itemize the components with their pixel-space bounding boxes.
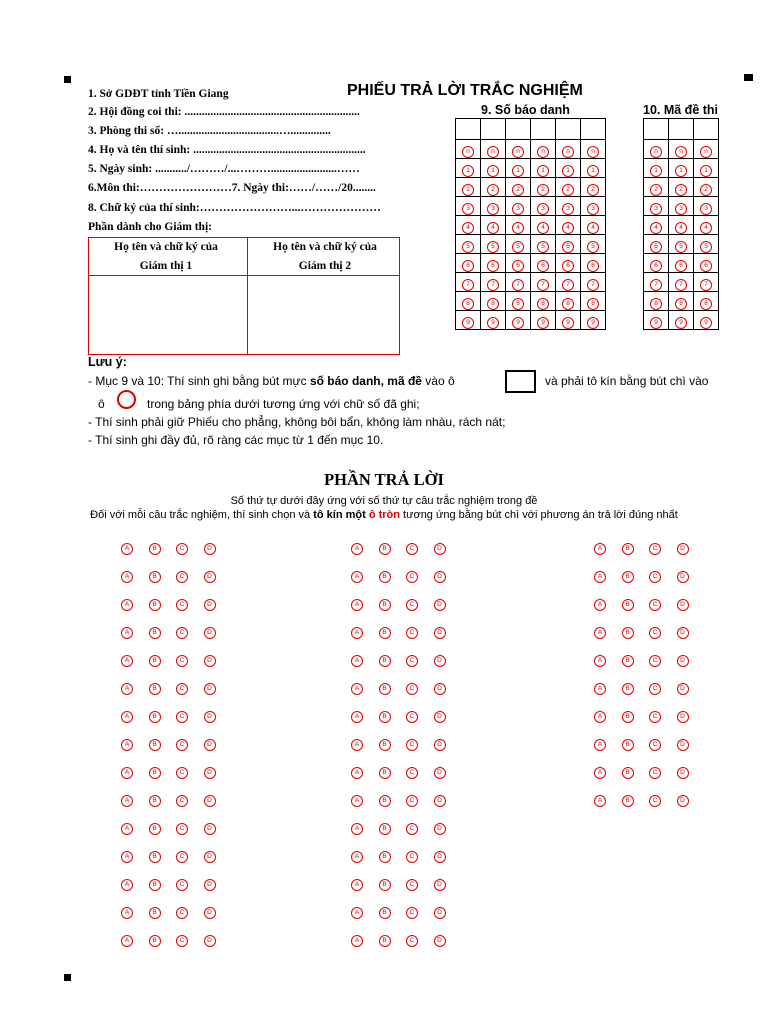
answer-option-c[interactable]: C: [406, 935, 418, 947]
answer-option-a[interactable]: A: [351, 823, 363, 835]
made-digit-bubble[interactable]: 2: [650, 184, 662, 196]
sbd-digit-bubble[interactable]: 2: [487, 184, 499, 196]
answer-option-d[interactable]: D: [677, 571, 689, 583]
made-write-cell[interactable]: [694, 119, 719, 140]
answer-option-d[interactable]: D: [434, 907, 446, 919]
sbd-digit-bubble[interactable]: 6: [587, 260, 599, 272]
answer-option-a[interactable]: A: [351, 739, 363, 751]
answer-option-a[interactable]: A: [351, 655, 363, 667]
sbd-head-bubble[interactable]: n: [587, 146, 599, 158]
answer-option-b[interactable]: B: [379, 571, 391, 583]
sbd-head-bubble[interactable]: n: [487, 146, 499, 158]
answer-option-c[interactable]: C: [649, 571, 661, 583]
sbd-digit-bubble[interactable]: 5: [537, 241, 549, 253]
sbd-digit-bubble[interactable]: 8: [512, 298, 524, 310]
answer-option-d[interactable]: D: [204, 683, 216, 695]
sbd-digit-bubble[interactable]: 1: [587, 165, 599, 177]
made-grid-title: 10. Mã đề thi: [643, 103, 719, 117]
answer-option-c[interactable]: C: [176, 879, 188, 891]
answer-option-c[interactable]: C: [176, 571, 188, 583]
sbd-digit-bubble[interactable]: 7: [512, 279, 524, 291]
answer-option-c[interactable]: C: [406, 907, 418, 919]
made-head-bubble[interactable]: n: [700, 146, 712, 158]
answer-option-c[interactable]: C: [406, 599, 418, 611]
answer-option-d[interactable]: D: [204, 935, 216, 947]
sbd-digit-bubble[interactable]: 5: [462, 241, 474, 253]
made-digit-bubble[interactable]: 1: [650, 165, 662, 177]
sbd-digit-bubble[interactable]: 7: [537, 279, 549, 291]
answer-option-c[interactable]: C: [176, 599, 188, 611]
made-digit-bubble[interactable]: 2: [700, 184, 712, 196]
field-candidate-name: 4. Họ và tên thí sinh: ............................................................: [88, 144, 366, 156]
answer-option-b[interactable]: B: [379, 823, 391, 835]
made-digit-bubble[interactable]: 5: [650, 241, 662, 253]
answer-option-d[interactable]: D: [434, 795, 446, 807]
answer-option-b[interactable]: B: [149, 739, 161, 751]
sbd-bubble-grid: [455, 118, 606, 330]
made-digit-bubble[interactable]: 8: [650, 298, 662, 310]
answer-option-a[interactable]: A: [594, 599, 606, 611]
sbd-digit-bubble[interactable]: 8: [562, 298, 574, 310]
answer-option-d[interactable]: D: [434, 571, 446, 583]
sbd-digit-bubble[interactable]: 8: [587, 298, 599, 310]
sbd-digit-bubble[interactable]: 5: [587, 241, 599, 253]
sbd-digit-bubble[interactable]: 2: [537, 184, 549, 196]
answer-option-a[interactable]: A: [121, 795, 133, 807]
answer-option-b[interactable]: B: [149, 627, 161, 639]
answer-option-d[interactable]: D: [434, 711, 446, 723]
answer-option-a[interactable]: A: [351, 935, 363, 947]
answer-option-b[interactable]: B: [622, 683, 634, 695]
made-head-bubble[interactable]: n: [650, 146, 662, 158]
sbd-digit-bubble[interactable]: 3: [462, 203, 474, 215]
sbd-digit-bubble[interactable]: 8: [487, 298, 499, 310]
field-birth-date: 5. Ngày sinh: .........../………/...……….......................……: [88, 163, 360, 175]
answer-option-b[interactable]: B: [622, 543, 634, 555]
answer-option-a[interactable]: A: [351, 851, 363, 863]
sbd-digit-bubble[interactable]: 7: [562, 279, 574, 291]
note-line-2-prefix: ô: [98, 397, 105, 411]
answer-option-b[interactable]: B: [149, 683, 161, 695]
note-line-1: - Mục 9 và 10: Thí sinh ghi bằng bút mực số báo danh, mã đề vào ô: [88, 374, 455, 388]
answer-option-b[interactable]: B: [379, 879, 391, 891]
made-digit-bubble[interactable]: 5: [675, 241, 687, 253]
registration-mark-bottom-left: [64, 974, 71, 981]
sbd-digit-bubble[interactable]: 2: [512, 184, 524, 196]
made-digit-bubble[interactable]: 4: [700, 222, 712, 234]
answer-option-b[interactable]: B: [622, 599, 634, 611]
answer-option-c[interactable]: C: [406, 795, 418, 807]
answer-option-b[interactable]: B: [149, 655, 161, 667]
answer-option-a[interactable]: A: [121, 627, 133, 639]
answer-option-c[interactable]: C: [649, 739, 661, 751]
answer-option-b[interactable]: B: [622, 711, 634, 723]
answer-option-b[interactable]: B: [149, 571, 161, 583]
made-head-bubble[interactable]: n: [675, 146, 687, 158]
answer-option-b[interactable]: B: [149, 907, 161, 919]
sbd-digit-bubble[interactable]: 7: [587, 279, 599, 291]
answer-option-c[interactable]: C: [176, 711, 188, 723]
answer-option-c[interactable]: C: [649, 655, 661, 667]
answer-option-a[interactable]: A: [351, 907, 363, 919]
sbd-digit-bubble[interactable]: 5: [487, 241, 499, 253]
answer-option-c[interactable]: C: [406, 627, 418, 639]
sbd-digit-bubble[interactable]: 2: [587, 184, 599, 196]
answer-option-a[interactable]: A: [121, 907, 133, 919]
made-digit-bubble[interactable]: 3: [700, 203, 712, 215]
answer-option-a[interactable]: A: [121, 599, 133, 611]
sbd-digit-bubble[interactable]: 3: [487, 203, 499, 215]
answer-option-a[interactable]: A: [121, 683, 133, 695]
answer-section-sub-1: Số thứ tự dưới đây ứng với số thứ tự câu trắc nghiệm trong đề: [230, 495, 538, 507]
answer-option-b[interactable]: B: [379, 711, 391, 723]
answer-option-d[interactable]: D: [677, 739, 689, 751]
sbd-digit-bubble[interactable]: 4: [462, 222, 474, 234]
made-digit-bubble[interactable]: 1: [675, 165, 687, 177]
sbd-digit-bubble[interactable]: 8: [537, 298, 549, 310]
sbd-digit-bubble[interactable]: 6: [537, 260, 549, 272]
answer-option-d[interactable]: D: [434, 655, 446, 667]
made-bubble-grid: [643, 118, 719, 330]
registration-mark-top-right: [744, 74, 753, 81]
answer-option-d[interactable]: D: [434, 879, 446, 891]
sbd-digit-bubble[interactable]: 1: [562, 165, 574, 177]
sbd-digit-bubble[interactable]: 8: [462, 298, 474, 310]
sbd-digit-bubble[interactable]: 6: [462, 260, 474, 272]
made-write-cell[interactable]: [669, 119, 694, 140]
made-digit-bubble[interactable]: 2: [675, 184, 687, 196]
answer-option-a[interactable]: A: [594, 543, 606, 555]
answer-option-b[interactable]: B: [149, 711, 161, 723]
answer-option-c[interactable]: C: [176, 543, 188, 555]
answer-option-c[interactable]: C: [406, 683, 418, 695]
sbd-digit-bubble[interactable]: 3: [562, 203, 574, 215]
answer-option-b[interactable]: B: [379, 599, 391, 611]
notes-heading: Lưu ý:: [88, 355, 127, 369]
answer-option-a[interactable]: A: [594, 571, 606, 583]
bubble-circle-icon: [117, 390, 136, 409]
made-digit-bubble[interactable]: 9: [675, 317, 687, 329]
made-digit-bubble[interactable]: 8: [700, 298, 712, 310]
note-line-1-tail: và phải tô kín bằng bút chì vào: [545, 374, 709, 388]
made-digit-bubble[interactable]: 1: [700, 165, 712, 177]
answer-option-d[interactable]: D: [204, 851, 216, 863]
answer-option-d[interactable]: D: [677, 711, 689, 723]
answer-option-a[interactable]: A: [121, 767, 133, 779]
answer-option-c[interactable]: C: [406, 851, 418, 863]
answer-option-d[interactable]: D: [677, 543, 689, 555]
answer-option-a[interactable]: A: [351, 543, 363, 555]
sbd-digit-bubble[interactable]: 4: [562, 222, 574, 234]
answer-option-a[interactable]: A: [351, 571, 363, 583]
answer-option-d[interactable]: D: [204, 739, 216, 751]
supervisor-2-header: Họ tên và chữ ký của Giám thị 2: [273, 241, 377, 272]
form-title: PHIẾU TRẢ LỜI TRẮC NGHIỆM: [347, 82, 583, 99]
answer-option-a[interactable]: A: [351, 627, 363, 639]
answer-option-b[interactable]: B: [379, 683, 391, 695]
sbd-digit-bubble[interactable]: 2: [562, 184, 574, 196]
made-digit-bubble[interactable]: 4: [675, 222, 687, 234]
supervisor-divider: [247, 238, 248, 354]
field-room-number: 3. Phòng thi số: …...................................…..............: [88, 125, 331, 137]
answer-option-a[interactable]: A: [121, 851, 133, 863]
answer-option-c[interactable]: C: [176, 795, 188, 807]
answer-option-d[interactable]: D: [434, 543, 446, 555]
sbd-digit-bubble[interactable]: 4: [512, 222, 524, 234]
answer-option-c[interactable]: C: [649, 627, 661, 639]
sbd-head-bubble[interactable]: n: [537, 146, 549, 158]
supervisor-signature-box: [88, 237, 400, 355]
answer-option-c[interactable]: C: [176, 739, 188, 751]
answer-option-b[interactable]: B: [149, 879, 161, 891]
answer-option-d[interactable]: D: [204, 711, 216, 723]
supervisor-header-divider: [89, 275, 399, 276]
answer-option-b[interactable]: B: [379, 543, 391, 555]
sbd-digit-bubble[interactable]: 3: [587, 203, 599, 215]
note-line-4: - Thí sinh ghi đầy đủ, rõ ràng các mục từ 1 đến mục 10.: [88, 433, 384, 447]
answer-option-a[interactable]: A: [594, 739, 606, 751]
made-digit-bubble[interactable]: 6: [700, 260, 712, 272]
sbd-digit-bubble[interactable]: 1: [487, 165, 499, 177]
answer-option-d[interactable]: D: [677, 655, 689, 667]
answer-option-b[interactable]: B: [379, 655, 391, 667]
made-digit-bubble[interactable]: 9: [700, 317, 712, 329]
answer-option-a[interactable]: A: [594, 711, 606, 723]
field-candidate-signature: 8. Chữ ký của thí sinh:……………………...…………………: [88, 202, 381, 214]
answer-option-c[interactable]: C: [649, 795, 661, 807]
answer-option-b[interactable]: B: [622, 627, 634, 639]
answer-option-a[interactable]: A: [351, 599, 363, 611]
field-subject-date: 6.Môn thi:……………………7. Ngày thi:……/……/20........: [88, 182, 376, 194]
answer-option-a[interactable]: A: [121, 935, 133, 947]
answer-option-b[interactable]: B: [149, 851, 161, 863]
answer-option-d[interactable]: D: [204, 627, 216, 639]
answer-option-d[interactable]: D: [204, 571, 216, 583]
sbd-head-bubble[interactable]: n: [562, 146, 574, 158]
sbd-digit-bubble[interactable]: 9: [462, 317, 474, 329]
answer-option-c[interactable]: C: [406, 879, 418, 891]
answer-option-b[interactable]: B: [622, 767, 634, 779]
answer-option-d[interactable]: D: [677, 627, 689, 639]
sbd-digit-bubble[interactable]: 9: [562, 317, 574, 329]
sbd-digit-bubble[interactable]: 3: [537, 203, 549, 215]
answer-option-d[interactable]: D: [204, 795, 216, 807]
answer-option-c[interactable]: C: [176, 851, 188, 863]
made-digit-bubble[interactable]: 8: [675, 298, 687, 310]
answer-option-d[interactable]: D: [434, 627, 446, 639]
sbd-digit-bubble[interactable]: 9: [487, 317, 499, 329]
answer-option-a[interactable]: A: [594, 795, 606, 807]
sbd-write-cell[interactable]: [506, 119, 531, 140]
field-exam-council: 2. Hội đồng coi thi: .............................................................: [88, 106, 360, 118]
answer-option-c[interactable]: C: [406, 711, 418, 723]
answer-option-c[interactable]: C: [649, 767, 661, 779]
answer-option-a[interactable]: A: [351, 795, 363, 807]
answer-option-d[interactable]: D: [677, 795, 689, 807]
answer-option-d[interactable]: D: [204, 907, 216, 919]
answer-option-a[interactable]: A: [121, 543, 133, 555]
supervisor-1-header: Họ tên và chữ ký của Giám thị 1: [114, 241, 218, 272]
answer-option-b[interactable]: B: [379, 627, 391, 639]
answer-option-d[interactable]: D: [204, 823, 216, 835]
answer-option-b[interactable]: B: [149, 823, 161, 835]
sbd-head-bubble[interactable]: n: [512, 146, 524, 158]
note-line-3: - Thí sinh phải giữ Phiếu cho phẳng, không bôi bẩn, không làm nhàu, rách nát;: [88, 415, 506, 429]
answer-option-c[interactable]: C: [176, 907, 188, 919]
sbd-digit-bubble[interactable]: 6: [487, 260, 499, 272]
answer-option-c[interactable]: C: [649, 683, 661, 695]
answer-option-a[interactable]: A: [121, 571, 133, 583]
sbd-head-bubble[interactable]: n: [462, 146, 474, 158]
made-digit-bubble[interactable]: 4: [650, 222, 662, 234]
answer-option-b[interactable]: B: [379, 739, 391, 751]
sbd-digit-bubble[interactable]: 6: [512, 260, 524, 272]
answer-option-a[interactable]: A: [351, 711, 363, 723]
made-digit-bubble[interactable]: 7: [675, 279, 687, 291]
answer-option-d[interactable]: D: [434, 683, 446, 695]
made-digit-bubble[interactable]: 5: [700, 241, 712, 253]
answer-option-d[interactable]: D: [677, 683, 689, 695]
answer-option-a[interactable]: A: [594, 655, 606, 667]
answer-option-c[interactable]: C: [406, 571, 418, 583]
answer-option-c[interactable]: C: [406, 823, 418, 835]
answer-option-c[interactable]: C: [649, 543, 661, 555]
field-department: 1. Sở GDĐT tỉnh Tiền Giang: [88, 88, 229, 100]
answer-option-b[interactable]: B: [379, 767, 391, 779]
sbd-digit-bubble[interactable]: 9: [512, 317, 524, 329]
answer-option-d[interactable]: D: [434, 739, 446, 751]
made-digit-bubble[interactable]: 6: [675, 260, 687, 272]
sbd-write-cell[interactable]: [531, 119, 556, 140]
made-digit-bubble[interactable]: 7: [700, 279, 712, 291]
sbd-digit-bubble[interactable]: 2: [462, 184, 474, 196]
sbd-digit-bubble[interactable]: 1: [512, 165, 524, 177]
sbd-digit-bubble[interactable]: 6: [562, 260, 574, 272]
answer-option-c[interactable]: C: [406, 767, 418, 779]
made-digit-bubble[interactable]: 9: [650, 317, 662, 329]
answer-option-b[interactable]: B: [379, 907, 391, 919]
registration-mark-top-left: [64, 76, 71, 83]
answer-option-b[interactable]: B: [622, 795, 634, 807]
answer-option-b[interactable]: B: [149, 543, 161, 555]
sbd-digit-bubble[interactable]: 4: [487, 222, 499, 234]
answer-option-c[interactable]: C: [406, 543, 418, 555]
answer-option-a[interactable]: A: [121, 879, 133, 891]
answer-option-d[interactable]: D: [434, 935, 446, 947]
answer-option-a[interactable]: A: [351, 767, 363, 779]
answer-option-b[interactable]: B: [379, 851, 391, 863]
answer-option-a[interactable]: A: [594, 627, 606, 639]
answer-option-b[interactable]: B: [149, 795, 161, 807]
sbd-write-cell[interactable]: [456, 119, 481, 140]
answer-option-b[interactable]: B: [622, 571, 634, 583]
answer-option-b[interactable]: B: [622, 739, 634, 751]
sbd-digit-bubble[interactable]: 7: [462, 279, 474, 291]
answer-option-c[interactable]: C: [406, 739, 418, 751]
answer-option-c[interactable]: C: [649, 599, 661, 611]
sbd-digit-bubble[interactable]: 3: [512, 203, 524, 215]
note-line-2: trong bảng phía dưới tương ứng với chữ số đã ghi;: [147, 397, 420, 411]
sbd-digit-bubble[interactable]: 4: [587, 222, 599, 234]
answer-option-a[interactable]: A: [351, 683, 363, 695]
answer-option-a[interactable]: A: [121, 655, 133, 667]
made-digit-bubble[interactable]: 6: [650, 260, 662, 272]
answer-option-d[interactable]: D: [204, 767, 216, 779]
answer-option-d[interactable]: D: [434, 823, 446, 835]
supervisor-section-label: Phần dành cho Giám thị:: [88, 221, 212, 233]
sbd-digit-bubble[interactable]: 9: [537, 317, 549, 329]
answer-option-b[interactable]: B: [379, 935, 391, 947]
sbd-write-cell[interactable]: [556, 119, 581, 140]
sbd-digit-bubble[interactable]: 5: [512, 241, 524, 253]
answer-option-a[interactable]: A: [121, 711, 133, 723]
answer-option-b[interactable]: B: [622, 655, 634, 667]
answer-option-a[interactable]: A: [121, 739, 133, 751]
answer-option-d[interactable]: D: [204, 655, 216, 667]
answer-option-c[interactable]: C: [176, 823, 188, 835]
answer-section-title: PHẦN TRẢ LỜI: [324, 470, 444, 489]
answer-option-c[interactable]: C: [176, 683, 188, 695]
write-in-box-icon: [505, 370, 536, 393]
sbd-digit-bubble[interactable]: 9: [587, 317, 599, 329]
answer-option-d[interactable]: D: [204, 599, 216, 611]
sbd-grid-title: 9. Số báo danh: [481, 103, 570, 117]
made-digit-bubble[interactable]: 3: [650, 203, 662, 215]
answer-option-d[interactable]: D: [434, 767, 446, 779]
answer-option-d[interactable]: D: [434, 599, 446, 611]
answer-option-d[interactable]: D: [677, 599, 689, 611]
answer-section-sub-2: Đối với mỗi câu trắc nghiệm, thí sinh chọn và tô kín một ô tròn tương ứng bằng bút chì với phương án trả lời đúng nhất: [90, 509, 678, 521]
answer-option-d[interactable]: D: [204, 543, 216, 555]
answer-option-a[interactable]: A: [594, 683, 606, 695]
made-digit-bubble[interactable]: 7: [650, 279, 662, 291]
answer-option-b[interactable]: B: [379, 795, 391, 807]
sbd-digit-bubble[interactable]: 7: [487, 279, 499, 291]
answer-option-c[interactable]: C: [176, 767, 188, 779]
answer-option-c[interactable]: C: [406, 655, 418, 667]
sbd-digit-bubble[interactable]: 1: [537, 165, 549, 177]
made-write-cell[interactable]: [644, 119, 669, 140]
sbd-write-cell[interactable]: [581, 119, 606, 140]
made-digit-bubble[interactable]: 3: [675, 203, 687, 215]
answer-option-d[interactable]: D: [204, 879, 216, 891]
answer-option-d[interactable]: D: [434, 851, 446, 863]
answer-option-c[interactable]: C: [176, 655, 188, 667]
answer-option-c[interactable]: C: [176, 627, 188, 639]
answer-option-b[interactable]: B: [149, 935, 161, 947]
answer-option-d[interactable]: D: [677, 767, 689, 779]
answer-option-b[interactable]: B: [149, 767, 161, 779]
answer-option-a[interactable]: A: [594, 767, 606, 779]
answer-option-a[interactable]: A: [121, 823, 133, 835]
sbd-write-cell[interactable]: [481, 119, 506, 140]
sbd-digit-bubble[interactable]: 5: [562, 241, 574, 253]
sbd-digit-bubble[interactable]: 1: [462, 165, 474, 177]
answer-option-a[interactable]: A: [351, 879, 363, 891]
sbd-digit-bubble[interactable]: 4: [537, 222, 549, 234]
answer-option-c[interactable]: C: [649, 711, 661, 723]
answer-option-b[interactable]: B: [149, 599, 161, 611]
answer-option-c[interactable]: C: [176, 935, 188, 947]
